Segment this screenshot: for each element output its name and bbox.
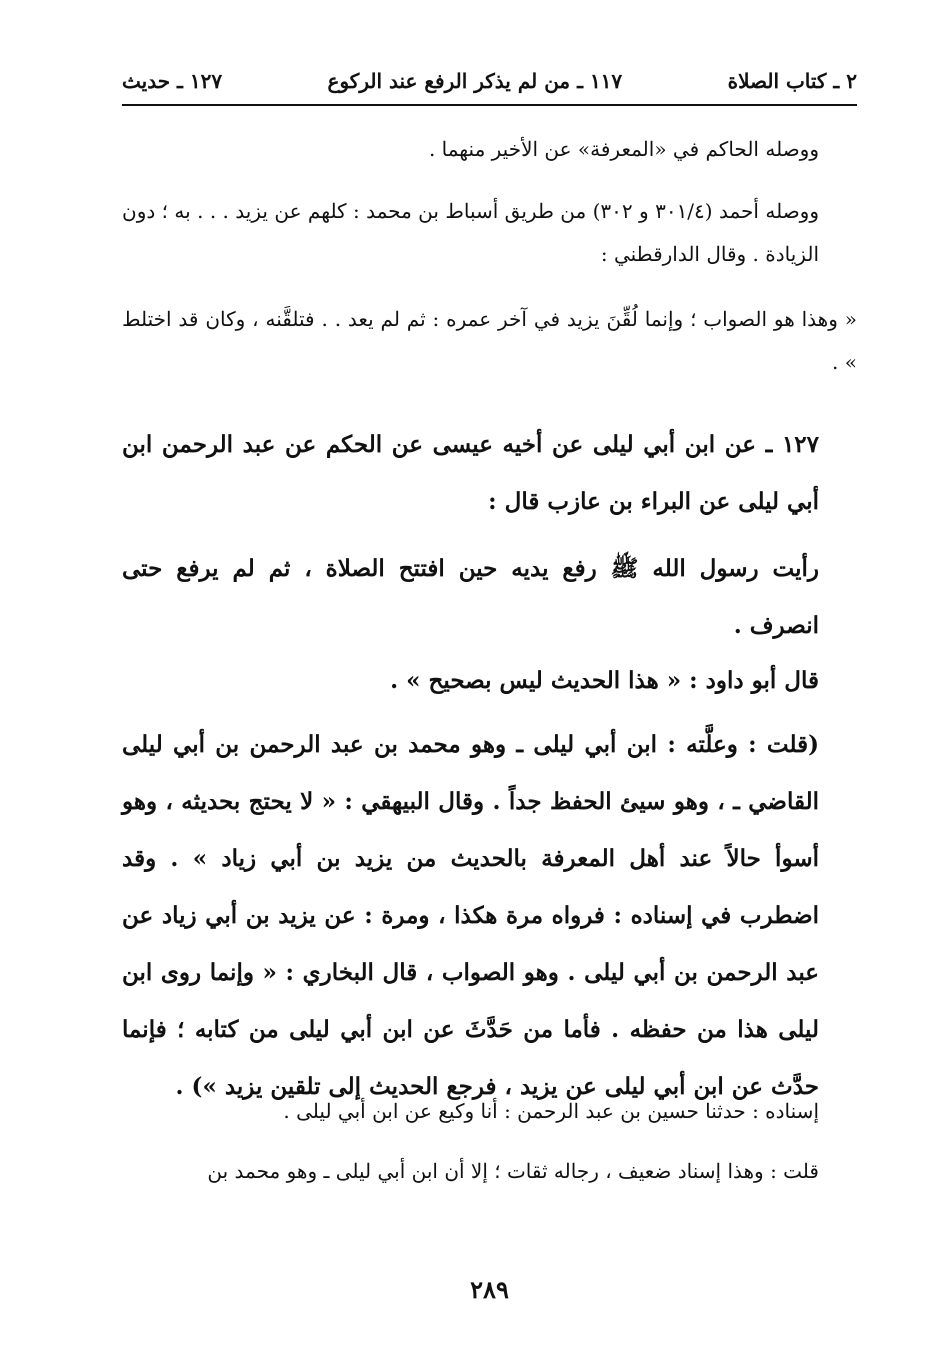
hadith-isnad: ١٢٧ ـ عن ابن أبي ليلى عن أخيه عيسى عن الحكم عن عبد الرحمن ابن أبي ليلى عن البراء بن عازب قال : [122, 431, 819, 515]
book-page [122, 0, 857, 1372]
abu-dawud-comment: قال أبو داود : « هذا الحديث ليس بصحيح » . [390, 667, 819, 694]
commentary-paragraph: (قلت : وعلَّته : ابن أبي ليلى ـ وهو محمد بن عبد الرحمن بن أبي ليلى القاضي ـ ، وهو سيئ الحفظ جداً . وقال البيهقي : « لا يحتج بحديثه ، وهو أسوأ حالاً عند أهل المعرفة بالحديث من يزيد بن أبي زياد » . وقد اضطرب في إسناده : فرواه مرة هكذا ، ومرة : عن يزيد بن أبي زياد عن عبد الرحمن بن أبي ليلى . وهو الصواب ، قال البخاري : « وإنما روى ابن ليلى هذا من حفظه . فأما من حَدَّثَ عن ابن أبي ليلى من كتابه ؛ فإنما حدَّث عن ابن أبي ليلى عن يزيد ، فرجع الحديث إلى تلقين يزيد ») . [122, 731, 819, 1100]
header-section: ١١٧ ـ من لم يذكر الرفع عند الركوع [327, 69, 623, 93]
header-hadith-number: ١٢٧ ـ حديث [122, 69, 223, 93]
header-chapter: ٢ ـ كتاب الصلاة [727, 69, 857, 93]
page-number: ٢٨٩ [470, 1275, 509, 1304]
grading-paragraph: قلت : وهذا إسناد ضعيف ، رجاله ثقات ؛ إلا أن ابن أبي ليلى ـ وهو محمد بن [207, 1159, 819, 1183]
hadith-matn: رأيت رسول الله ﷺ رفع يديه حين افتتح الصلاة ، ثم لم يرفع حتى انصرف . [122, 555, 819, 639]
paragraph-ahmad: ووصله أحمد (٣٠١/٤ و ٣٠٢) من طريق أسباط بن محمد : كلهم عن يزيد . . . به ؛ دون الزيادة . وقال الدارقطني : [122, 199, 820, 266]
running-header [122, 64, 857, 98]
quote-daraqutni: « وهذا هو الصواب ؛ وإنما لُقِّنَ يزيد في آخر عمره : ثم لم يعد . . فتلقَّنه ، وكان قد اختلط » . [122, 307, 857, 374]
header-divider [122, 104, 857, 106]
paragraph-hakim: ووصله الحاكم في «المعرفة» عن الأخير منهما . [428, 137, 819, 161]
isnad-paragraph: إسناده : حدثنا حسين بن عبد الرحمن : أنا وكيع عن ابن أبي ليلى . [283, 1099, 819, 1123]
